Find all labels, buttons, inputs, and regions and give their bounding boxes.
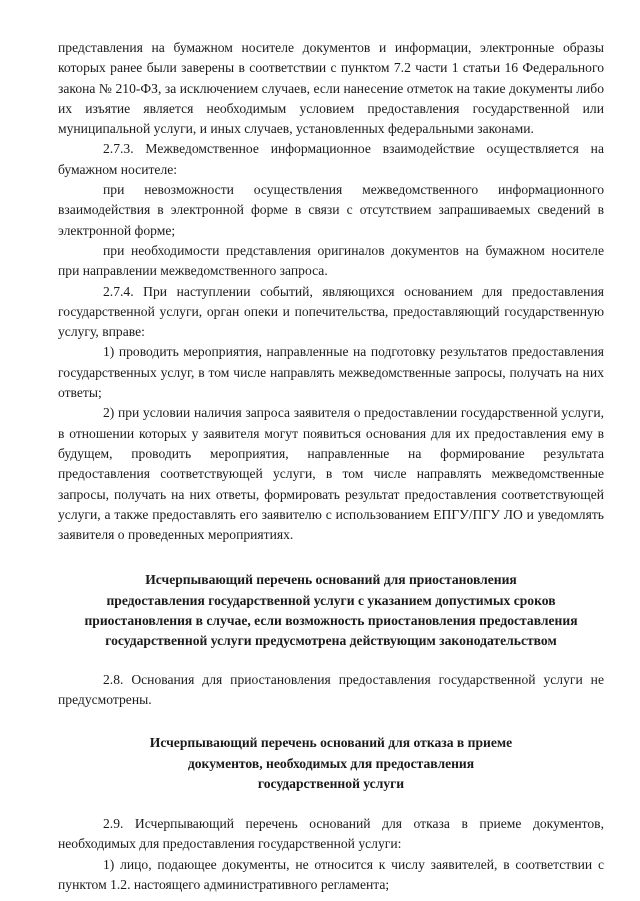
heading-line: приостановления в случае, если возможность приостановления предоставления <box>84 613 578 629</box>
spacer <box>58 652 604 670</box>
heading-line: Исчерпывающий перечень оснований для отказа в приеме <box>149 735 513 751</box>
heading-line: предоставления государственной услуги с указанием допустимых сроков <box>106 592 556 608</box>
paragraph-2-7-4: 2.7.4. При наступлении событий, являющихся основанием для предоставления государственной услуги, орган опеки и попечительства, предоставляющий государственную услугу, вправе: <box>58 283 604 340</box>
paragraph-item-1-activities: 1) проводить мероприятия, направленные на подготовку результатов предоставления государственных услуг, в том числе направлять межведомственные запросы, получать на них ответы; <box>58 344 604 401</box>
spacer <box>58 710 604 733</box>
document-body <box>58 38 604 895</box>
heading-suspension-grounds <box>58 570 604 651</box>
paragraph-continuation: представления на бумажном носителе документов и информации, электронные образы которых ранее были заверены в соответствии с пунктом 7.2 части 1 статьи 16 Федерального закона № 210-ФЗ, за исключением случаев, если нанесение отметок на такие документы либо их изъятие является необходимым условием предоставления государственной или муниципальной услуги, и иных случаев, установленных федеральными законами. <box>58 40 604 137</box>
spacer <box>58 545 604 570</box>
paragraph-2-9: 2.9. Исчерпывающий перечень оснований для отказа в приеме документов, необходимых для предоставления государственной услуги: <box>58 816 604 852</box>
paragraph-item-2-request: 2) при условии наличия запроса заявителя о предоставлении государственной услуги, в отношении которых у заявителя могут появиться основания для их предоставления ему в будущем, проводить мероприятия, направленные на формирование результата предоставления соответствующей услуги, в том числе направлять межведомственные запросы, получать на них ответы, формировать результат предоставления соответствующей услуги, а также предоставлять его заявителю с использованием ЕПГУ/ПГУ ЛО и уведомлять заявителя о проведенных мероприятиях. <box>58 405 604 543</box>
paragraph-2-7-3: 2.7.3. Межведомственное информационное взаимодействие осуществляется на бумажном носителе: <box>58 141 604 177</box>
paragraph-no-electronic-form: при невозможности осуществления межведомственного информационного взаимодействия в электронной форме в связи с отсутствием запрашиваемых сведений в электронной форме; <box>58 182 604 238</box>
heading-line: государственной услуги <box>257 775 405 791</box>
heading-line: государственной услуги предусмотрена действующим законодательством <box>105 633 557 649</box>
paragraph-2-9-item-1: 1) лицо, подающее документы, не относится к числу заявителей, в соответствии с пунктом 1.2. настоящего административного регламента; <box>58 856 604 892</box>
paragraph-2-8: 2.8. Основания для приостановления предоставления государственной услуги не предусмотрены. <box>58 671 604 707</box>
heading-line: документов, необходимых для предоставления <box>187 755 475 771</box>
spacer <box>58 794 604 814</box>
heading-refusal-grounds <box>58 733 604 794</box>
paragraph-originals-needed: при необходимости представления оригиналов документов на бумажном носителе при направлении межведомственного запроса. <box>58 242 604 279</box>
heading-line: Исчерпывающий перечень оснований для приостановления <box>145 572 517 588</box>
